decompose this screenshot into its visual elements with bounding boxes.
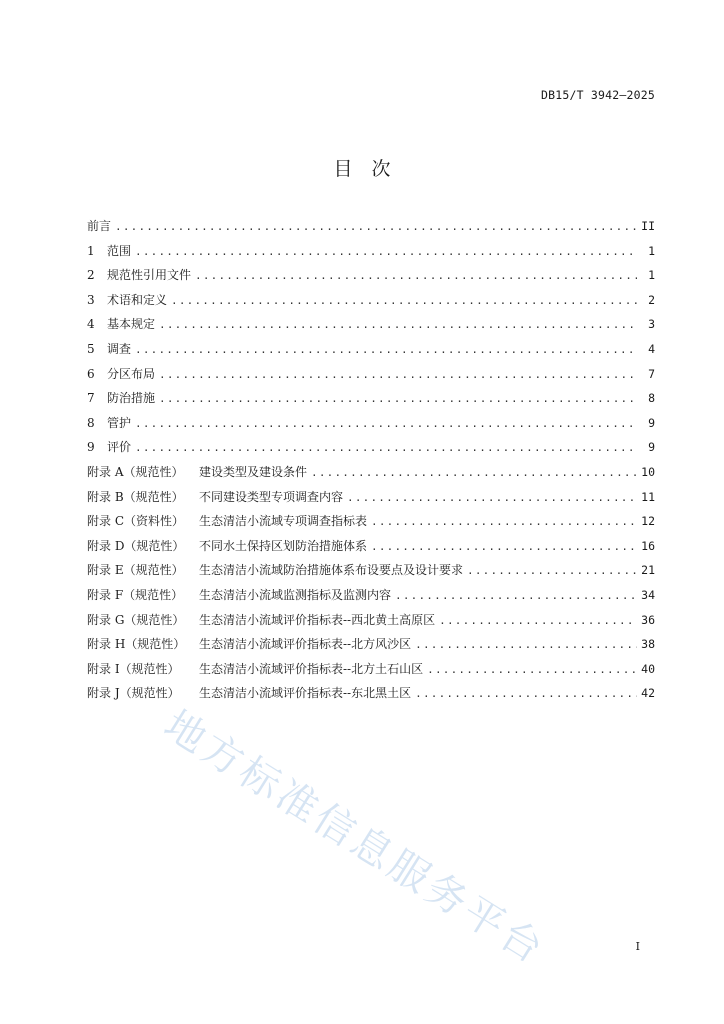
toc-page-number: 1 [648, 243, 655, 258]
toc-leader-dots [171, 294, 637, 307]
toc-page-number: II [641, 219, 655, 233]
toc-entry-label: 生态清洁小流域评价指标表--北方风沙区 [199, 637, 412, 652]
toc-entry-label: 基本规定 [107, 317, 156, 332]
toc-leader-dots [135, 417, 637, 430]
toc-leader-dots [115, 220, 637, 233]
toc-leader-dots [159, 318, 637, 331]
toc-page-number: 9 [648, 440, 655, 455]
toc-entry-label: 防治措施 [107, 391, 156, 406]
toc-appendix-prefix: 附录 C（资料性） [87, 514, 184, 529]
toc-entry-number: 7 [87, 391, 95, 406]
toc-entry-number: 2 [87, 268, 95, 283]
toc-leader-dots [467, 564, 637, 577]
toc-leader-dots [427, 663, 637, 676]
toc-entry-number: 6 [87, 366, 95, 381]
toc-appendix-prefix: 附录 I（规范性） [87, 661, 180, 676]
toc-entry-number: 5 [87, 341, 95, 356]
toc-entry-label: 生态清洁小流域评价指标表--东北黑土区 [199, 686, 412, 701]
toc-leader-dots [415, 638, 637, 651]
toc-entry-label: 生态清洁小流域监测指标及监测内容 [199, 587, 392, 602]
toc-appendix-e[interactable] [87, 561, 655, 586]
toc-appendix-prefix: 附录 E（规范性） [87, 563, 184, 578]
toc-appendix-f[interactable] [87, 586, 655, 611]
toc-page-number: 21 [641, 563, 655, 578]
toc-entry-3[interactable] [87, 291, 655, 316]
toc-leader-dots [195, 269, 637, 282]
toc-entry-label: 调查 [107, 341, 132, 356]
toc-appendix-prefix: 附录 F（规范性） [87, 587, 184, 602]
toc-page-number: 3 [648, 317, 655, 332]
document-code: DB15/T 3942—2025 [541, 88, 655, 102]
toc-appendix-prefix: 附录 J（规范性） [87, 686, 180, 701]
toc-page-number: 42 [641, 686, 655, 701]
toc-appendix-b[interactable] [87, 488, 655, 513]
toc-appendix-prefix: 附录 G（规范性） [87, 612, 185, 627]
toc-entry-8[interactable] [87, 414, 655, 439]
page-title: 目 次 [333, 158, 391, 180]
toc-leader-dots [347, 491, 637, 504]
toc-leader-dots [371, 515, 637, 528]
toc-entry-1[interactable] [87, 242, 655, 267]
toc-page-number: 1 [648, 268, 655, 283]
toc-page-number: 8 [648, 391, 655, 406]
toc-page-number: 2 [648, 292, 655, 307]
toc-entry-number: 8 [87, 415, 95, 430]
toc-page-number: 9 [648, 415, 655, 430]
toc-entry-label: 生态清洁小流域防治措施体系布设要点及设计要求 [199, 563, 464, 578]
toc-page-number: 38 [641, 637, 655, 652]
toc-appendix-j[interactable] [87, 684, 655, 709]
toc-entry-label: 生态清洁小流域评价指标表--北方土石山区 [199, 661, 424, 676]
toc-entry-label: 不同水土保持区划防治措施体系 [199, 538, 368, 553]
toc-appendix-c[interactable] [87, 512, 655, 537]
toc-entry-5[interactable] [87, 340, 655, 365]
toc-leader-dots [135, 245, 637, 258]
toc-leader-dots [395, 589, 637, 602]
toc-entry-number: 3 [87, 292, 95, 307]
toc-appendix-i[interactable] [87, 660, 655, 685]
toc-entry-label: 评价 [107, 440, 132, 455]
toc-entry-label: 管护 [107, 415, 132, 430]
toc-appendix-prefix: 附录 H（规范性） [87, 637, 186, 652]
toc-leader-dots [135, 343, 637, 356]
toc-page-number: 16 [641, 538, 655, 553]
toc-leader-dots [439, 614, 637, 627]
toc-entry-6[interactable] [87, 365, 655, 390]
toc-entry-label: 不同建设类型专项调查内容 [199, 489, 344, 504]
toc-appendix-h[interactable] [87, 635, 655, 660]
toc-entry-label: 建设类型及建设条件 [199, 464, 308, 479]
toc-appendix-prefix: 附录 D（规范性） [87, 538, 185, 553]
toc-entry-label: 规范性引用文件 [107, 268, 192, 283]
page-number: I [635, 940, 640, 953]
toc-entry-foreword[interactable] [87, 217, 655, 242]
toc-entry-label: 分区布局 [107, 366, 156, 381]
toc-entry-label: 生态清洁小流域专项调查指标表 [199, 514, 368, 529]
toc-appendix-a[interactable] [87, 463, 655, 488]
toc-page-number: 12 [641, 514, 655, 529]
toc-page-number: 4 [648, 341, 655, 356]
toc-appendix-prefix: 附录 B（规范性） [87, 489, 184, 504]
toc-page-number: 11 [641, 489, 655, 504]
toc-entry-number: 9 [87, 440, 95, 455]
toc-entry-7[interactable] [87, 389, 655, 414]
toc-appendix-d[interactable] [87, 537, 655, 562]
toc-entry-2[interactable] [87, 266, 655, 291]
toc-page-number: 36 [641, 612, 655, 627]
table-of-contents [87, 217, 655, 709]
toc-leader-dots [371, 540, 637, 553]
watermark: 地方标准信息服务平台 [155, 701, 554, 975]
toc-entry-label: 生态清洁小流域评价指标表--西北黄土高原区 [199, 612, 436, 627]
toc-entry-label: 范围 [107, 243, 132, 258]
toc-leader-dots [135, 441, 637, 454]
toc-page-number: 34 [641, 587, 655, 602]
toc-appendix-g[interactable] [87, 611, 655, 636]
toc-page-number: 10 [641, 464, 655, 479]
toc-appendix-prefix: 附录 A（规范性） [87, 464, 184, 479]
toc-leader-dots [159, 392, 637, 405]
toc-leader-dots [415, 687, 637, 700]
toc-leader-dots [159, 368, 637, 381]
toc-entry-number: 4 [87, 317, 95, 332]
toc-page-number: 7 [648, 366, 655, 381]
toc-entry-label: 术语和定义 [107, 292, 168, 307]
toc-entry-4[interactable] [87, 315, 655, 340]
toc-entry-9[interactable] [87, 438, 655, 463]
toc-page-number: 40 [641, 661, 655, 676]
toc-leader-dots [311, 466, 637, 479]
toc-entry-number: 1 [87, 243, 95, 258]
toc-entry-label: 前言 [87, 219, 112, 233]
